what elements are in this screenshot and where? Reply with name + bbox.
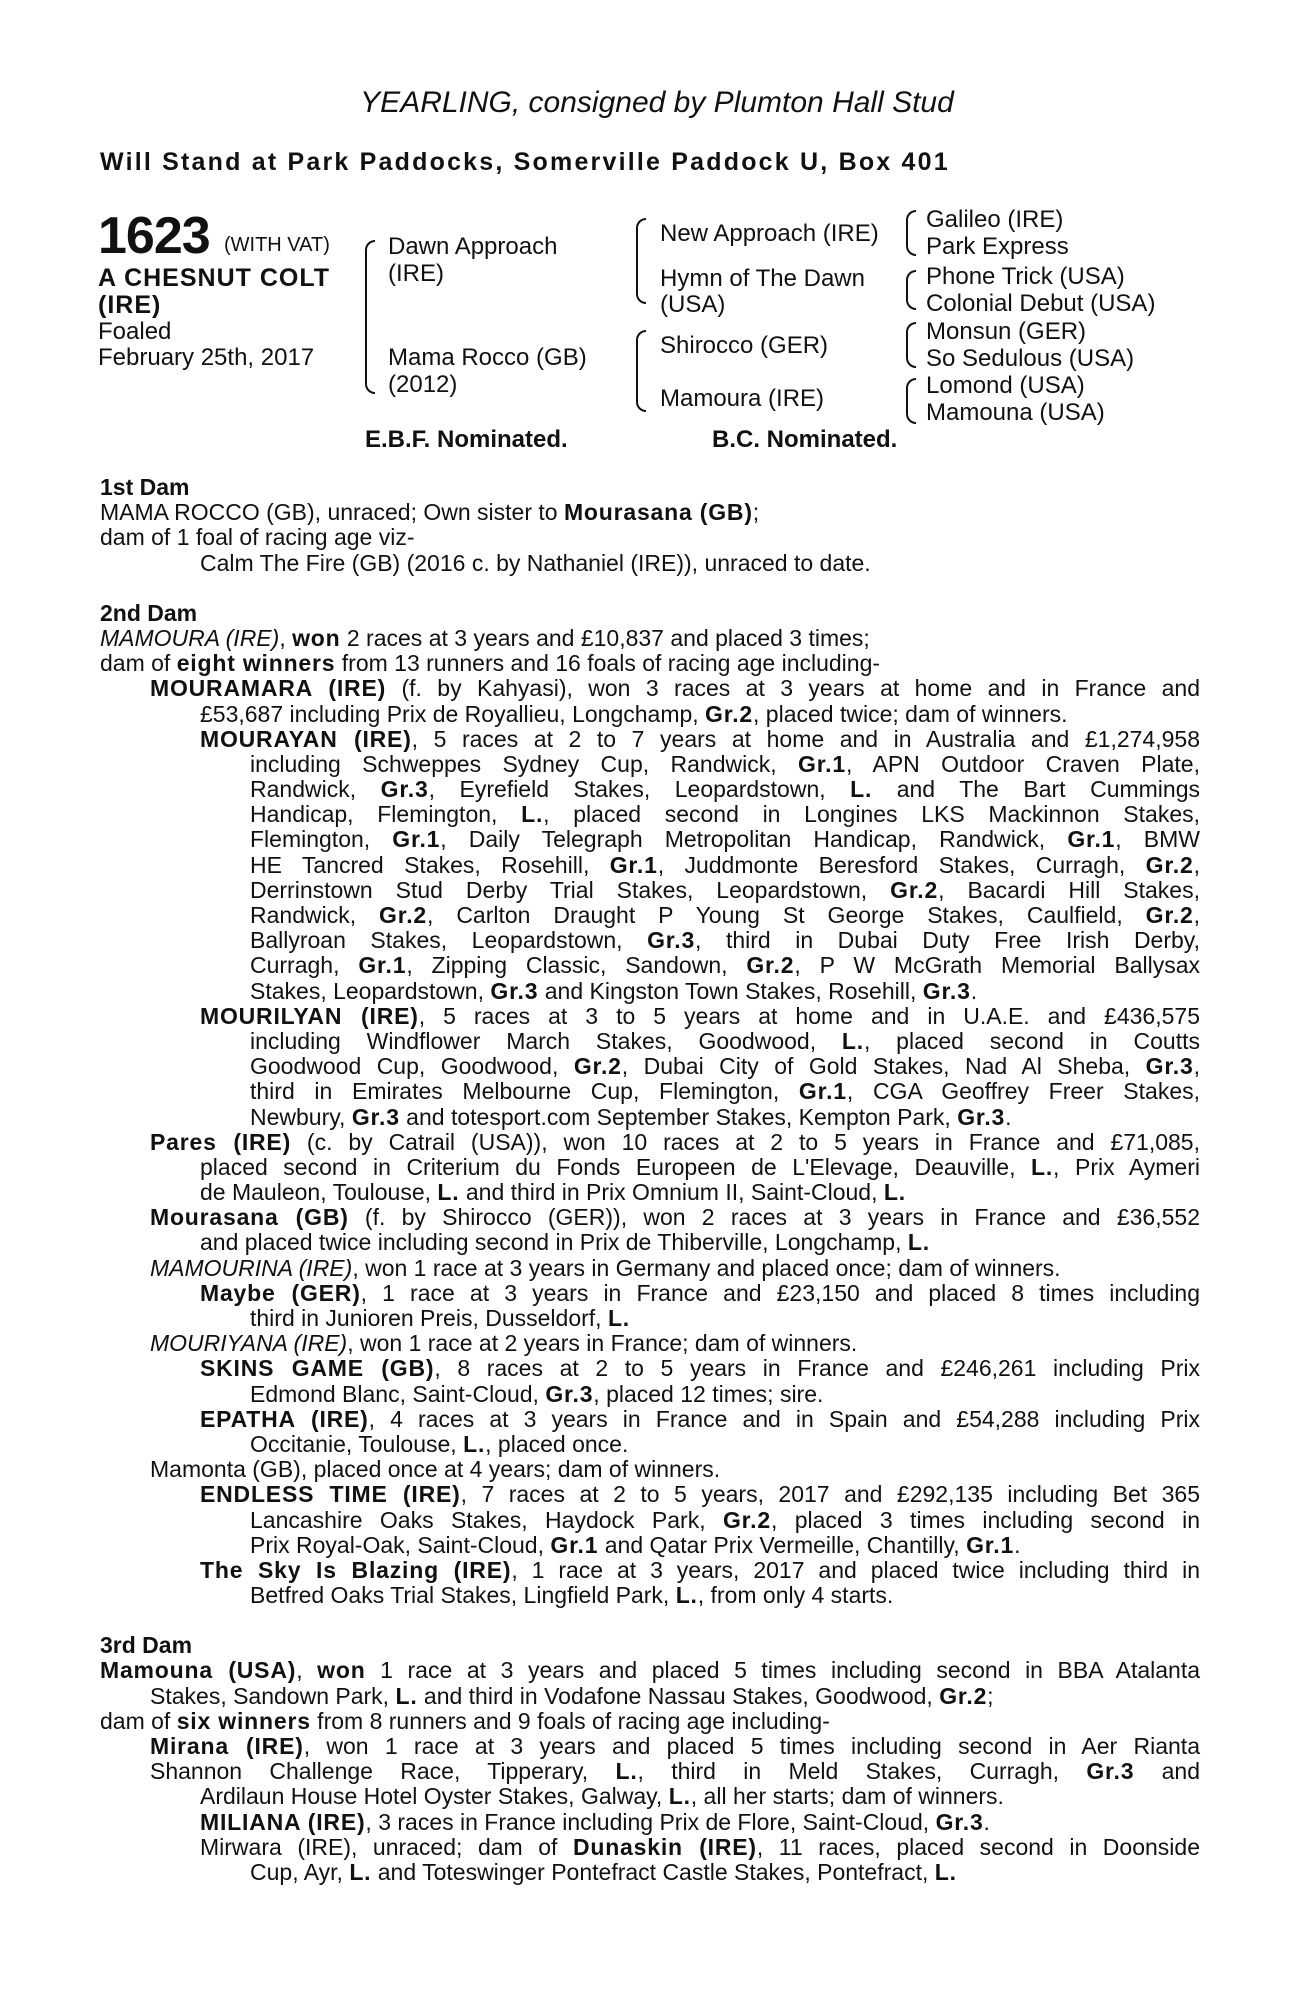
list-item: Lancashire Oaks Stakes, Haydock Park, Gr.2, placed 3 times including second in: [250, 1506, 1200, 1533]
list-item: Mirwara (IRE), unraced; dam of Dunaskin (IRE), 11 races, placed second in Doonside: [200, 1833, 1200, 1860]
list-item: Mamonta (GB), placed once at 4 years; dam of winners.: [150, 1456, 721, 1483]
ebf-nomination: E.B.F. Nominated.: [365, 426, 568, 453]
brace-gen3-2: [906, 270, 916, 310]
list-item: Newbury, Gr.3 and totesport.com September Stakes, Kempton Park, Gr.3.: [250, 1103, 1012, 1130]
list-item: Goodwood Cup, Goodwood, Gr.2, Dubai City of Gold Stakes, Nad Al Sheba, Gr.3,: [250, 1053, 1200, 1080]
third-dam-heading: 3rd Dam: [100, 1632, 193, 1659]
grandsire-1: Galileo (IRE): [926, 206, 1064, 233]
brace-gen3-4: [906, 378, 916, 424]
list-item: HE Tancred Stakes, Rosehill, Gr.1, Juddmonte Beresford Stakes, Curragh, Gr.2,: [250, 851, 1200, 878]
brace-gen2-sire: [636, 218, 646, 304]
brace-gen3-1: [906, 210, 916, 256]
list-item: including Schweppes Sydney Cup, Randwick, Gr.1, APN Outdoor Craven Plate,: [250, 750, 1200, 777]
catalogue-body: [100, 475, 1200, 1885]
brace-gen2-dam: [636, 330, 646, 412]
sire-dam-country: (USA): [660, 291, 726, 318]
second-dam-line: MAMOURA (IRE), won 2 races at 3 years and £10,837 and placed 3 times;: [100, 624, 870, 651]
list-item: MOURAYAN (IRE), 5 races at 2 to 7 years at home and in Australia and £1,274,958: [200, 725, 1200, 752]
brace-gen1: [365, 240, 375, 394]
list-item: ENDLESS TIME (IRE), 7 races at 2 to 5 years, 2017 and £292,135 including Bet 365: [200, 1481, 1200, 1508]
second-dam-produce: dam of eight winners from 13 runners and 16 foals of racing age including-: [100, 650, 881, 677]
list-item: Prix Royal-Oak, Saint-Cloud, Gr.1 and Qatar Prix Vermeille, Chantilly, Gr.1.: [250, 1531, 1021, 1558]
second-dam-heading: 2nd Dam: [100, 599, 198, 626]
granddam-3: So Sedulous (USA): [926, 345, 1135, 372]
list-item: Betfred Oaks Trial Stakes, Lingfield Park, L., from only 4 starts.: [250, 1582, 894, 1609]
first-dam-heading: 1st Dam: [100, 474, 190, 500]
list-item: Mirana (IRE), won 1 race at 3 years and placed 5 times including second in Aer Rianta: [150, 1733, 1200, 1759]
first-dam-line: MAMA ROCCO (GB), unraced; Own sister to Mourasana (GB);: [100, 499, 760, 526]
granddam-1: Park Express: [926, 233, 1069, 260]
list-item: EPATHA (IRE), 4 races at 3 years in France and in Spain and £54,288 including Prix: [200, 1405, 1200, 1432]
list-item: Occitanie, Toulouse, L., placed once.: [250, 1430, 629, 1457]
list-item: Shannon Challenge Race, Tipperary, L., third in Meld Stakes, Curragh, Gr.3 and: [150, 1758, 1200, 1785]
dam-year: (2012): [388, 371, 458, 398]
sire-dam: Hymn of The Dawn: [660, 265, 865, 292]
dam-dam: Mamoura (IRE): [660, 385, 825, 412]
list-item: and placed twice including second in Prix de Thiberville, Longchamp, L.: [200, 1229, 930, 1256]
list-item: Flemington, Gr.1, Daily Telegraph Metropolitan Handicap, Randwick, Gr.1, BMW: [250, 826, 1200, 853]
first-dam-foal: Calm The Fire (GB) (2016 c. by Nathaniel (IRE)), unraced to date.: [200, 549, 871, 576]
list-item: Stakes, Leopardstown, Gr.3 and Kingston Town Stakes, Rosehill, Gr.3.: [250, 977, 978, 1004]
third-dam-line: Mamouna (USA), won 1 race at 3 years and placed 5 times including second in BBA Atalanta: [100, 1657, 1200, 1684]
bc-nomination: B.C. Nominated.: [712, 426, 898, 453]
list-item: including Windflower March Stakes, Goodwood, L., placed second in Coutts: [250, 1027, 1200, 1054]
page-title: YEARLING, consigned by Plumton Hall Stud: [360, 86, 954, 119]
list-item: third in Emirates Melbourne Cup, Flemington, Gr.1, CGA Geoffrey Freer Stakes,: [250, 1078, 1201, 1105]
grandsire-2: Phone Trick (USA): [926, 263, 1125, 290]
list-item: Pares (IRE) (c. by Catrail (USA)), won 10 races at 2 to 5 years in France and £71,085,: [150, 1128, 1200, 1155]
list-item: Cup, Ayr, L. and Toteswinger Pontefract Castle Stakes, Pontefract, L.: [250, 1858, 957, 1885]
third-dam-produce: dam of six winners from 8 runners and 9 foals of racing age including-: [100, 1707, 830, 1734]
foaled-date: February 25th, 2017: [98, 344, 315, 371]
list-item: Randwick, Gr.2, Carlton Draught P Young St George Stakes, Caulfield, Gr.2,: [250, 902, 1201, 928]
brace-gen3-3: [906, 322, 916, 368]
list-item: placed second in Criterium du Fonds Europeen de L'Elevage, Deauville, L., Prix Aymeri: [200, 1153, 1200, 1180]
sire: Dawn Approach: [388, 233, 558, 260]
list-item: SKINS GAME (GB), 8 races at 2 to 5 years in France and £246,261 including Prix: [200, 1355, 1201, 1382]
list-item: Derrinstown Stud Derby Trial Stakes, Leopardstown, Gr.2, Bacardi Hill Stakes,: [250, 876, 1200, 903]
list-item: de Mauleon, Toulouse, L. and third in Prix Omnium II, Saint-Cloud, L.: [200, 1179, 906, 1206]
foaled-label: Foaled: [98, 318, 172, 345]
dam: Mama Rocco (GB): [388, 344, 587, 371]
granddam-2: Colonial Debut (USA): [926, 290, 1156, 317]
list-item: £53,687 including Prix de Royallieu, Longchamp, Gr.2, placed twice; dam of winners.: [200, 700, 1068, 727]
list-item: Maybe (GER), 1 race at 3 years in France and £23,150 and placed 8 times including: [200, 1279, 1200, 1306]
list-item: Randwick, Gr.3, Eyrefield Stakes, Leopardstown, L. and The Bart Cummings: [250, 776, 1200, 803]
third-dam-line: Stakes, Sandown Park, L. and third in Vodafone Nassau Stakes, Goodwood, Gr.2;: [150, 1682, 994, 1709]
list-item: Mourasana (GB) (f. by Shirocco (GER)), won 2 races at 3 years in France and £36,552: [150, 1204, 1200, 1231]
list-item: MOURILYAN (IRE), 5 races at 3 to 5 years at home and in U.A.E. and £436,575: [200, 1002, 1200, 1029]
list-item: MILIANA (IRE), 3 races in France including Prix de Flore, Saint-Cloud, Gr.3.: [200, 1808, 990, 1835]
list-item: MAMOURINA (IRE), won 1 race at 3 years in Germany and placed once; dam of winners.: [150, 1254, 1061, 1281]
list-item: Ardilaun House Hotel Oyster Stakes, Galway, L., all her starts; dam of winners.: [200, 1783, 1004, 1810]
horse-breed: (IRE): [98, 291, 162, 319]
lot-number: 1623: [98, 207, 210, 265]
grandsire-3: Monsun (GER): [926, 318, 1087, 345]
vat-note: (WITH VAT): [224, 234, 330, 256]
granddam-4: Mamouna (USA): [926, 399, 1105, 426]
horse-description: A CHESNUT COLT: [98, 264, 331, 292]
list-item: Edmond Blanc, Saint-Cloud, Gr.3, placed 12 times; sire.: [250, 1380, 824, 1407]
sire-country: (IRE): [388, 260, 444, 287]
list-item: Handicap, Flemington, L., placed second in Longines LKS Mackinnon Stakes,: [250, 801, 1201, 828]
list-item: Ballyroan Stakes, Leopardstown, Gr.3, third in Dubai Duty Free Irish Derby,: [250, 927, 1200, 954]
list-item: Curragh, Gr.1, Zipping Classic, Sandown, Gr.2, P W McGrath Memorial Ballysax: [250, 952, 1201, 979]
dam-sire: Shirocco (GER): [660, 332, 829, 359]
list-item: MOURIYANA (IRE), won 1 race at 2 years in France; dam of winners.: [150, 1330, 858, 1357]
stand-location: Will Stand at Park Paddocks, Somerville Paddock U, Box 401: [100, 148, 950, 176]
grandsire-4: Lomond (USA): [926, 372, 1085, 399]
sire-sire: New Approach (IRE): [660, 220, 879, 247]
list-item: The Sky Is Blazing (IRE), 1 race at 3 years, 2017 and placed twice including third in: [200, 1556, 1200, 1583]
first-dam-produce: dam of 1 foal of racing age viz-: [100, 524, 415, 551]
list-item: MOURAMARA (IRE) (f. by Kahyasi), won 3 races at 3 years at home and in France and: [150, 675, 1200, 702]
list-item: third in Junioren Preis, Dusseldorf, L.: [250, 1305, 630, 1331]
